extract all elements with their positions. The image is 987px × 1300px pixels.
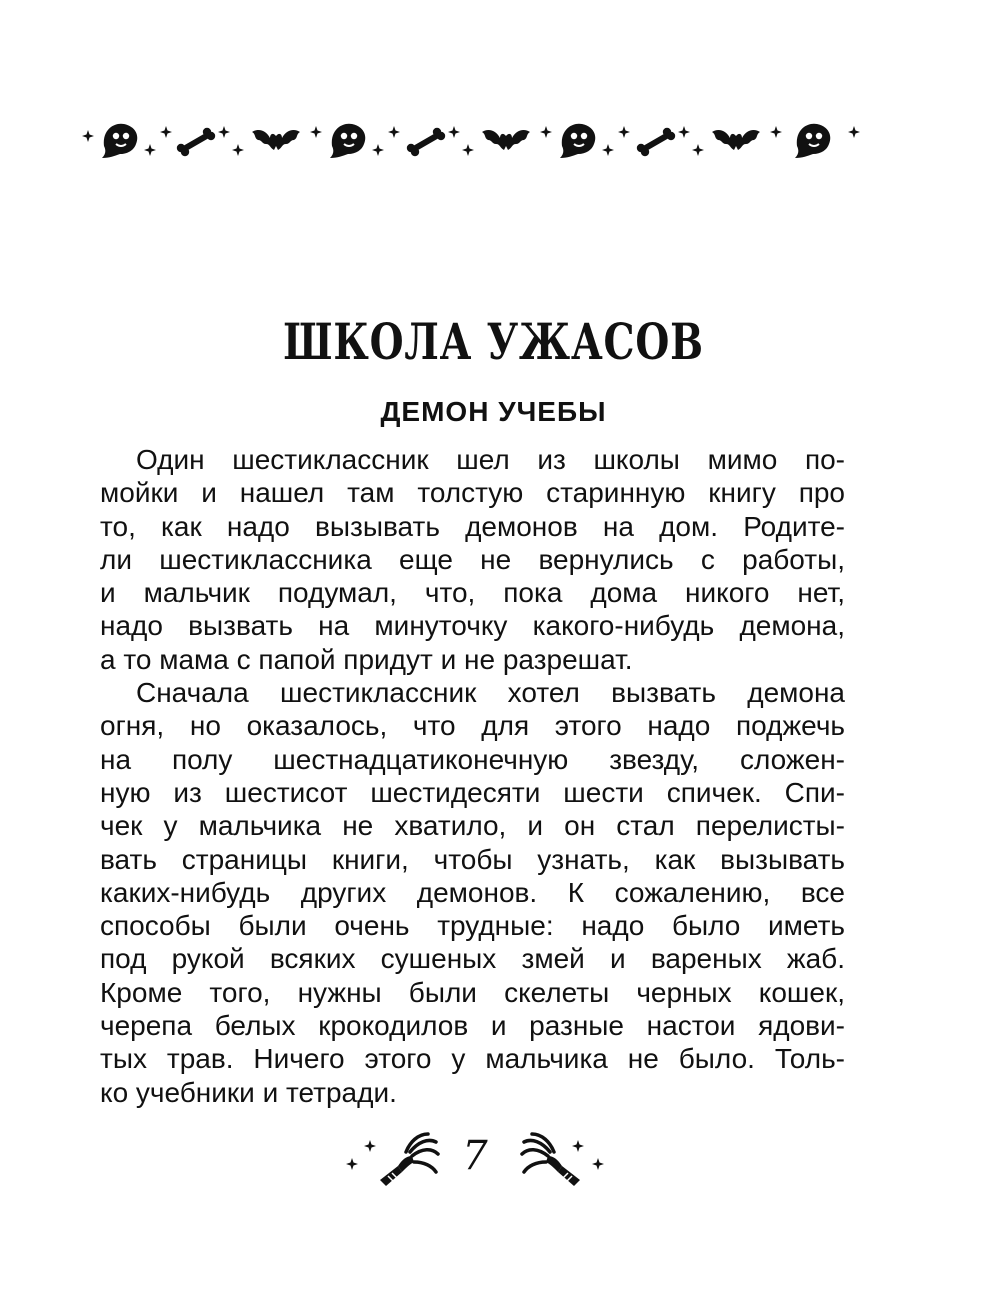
text-line: вать страницы книги, чтобы узнать, как вызывать xyxy=(100,843,845,875)
page-title: ШКОЛА УЖАСОВ xyxy=(283,312,704,371)
sparkle-icon xyxy=(540,126,552,138)
text-line: ли шестиклассника еще не вернулись с работы, xyxy=(100,543,845,575)
text-line: способы были очень трудные: надо было иметь xyxy=(100,910,845,942)
sparkle-icon xyxy=(346,1158,358,1170)
text-line: мойки и нашел там толстую старинную книгу про xyxy=(100,477,845,509)
chapter-subtitle: ДЕМОН УЧЕБЫ xyxy=(380,396,607,427)
skeleton-hand-icon xyxy=(380,1134,438,1186)
text-line: огня, но оказалось, что для этого надо поджечь xyxy=(100,710,845,742)
text-line: на полу шестнадцатиконечную звезду, сложен- xyxy=(100,743,845,775)
skeleton-hand-icon xyxy=(522,1134,580,1186)
text-line: каких-нибудь других демонов. К сожалению, все xyxy=(100,876,845,908)
text-line: тых трав. Ничего этого у мальчика не было. Толь- xyxy=(100,1043,845,1075)
sparkle-icon xyxy=(618,126,630,138)
text-line: а то мама с папой придут и не разрешат. xyxy=(100,643,633,675)
sparkle-icon xyxy=(232,144,244,156)
sparkle-icon xyxy=(770,126,782,138)
bone-icon xyxy=(407,128,445,156)
text-line: черепа белых крокодилов и разные настои ядови- xyxy=(100,1010,845,1042)
text-line: Кроме того, нужны были скелеты черных кошек, xyxy=(100,976,845,1008)
ghost-icon xyxy=(330,124,365,158)
header-ornament xyxy=(78,118,868,168)
bat-icon xyxy=(252,130,300,150)
text-line: под рукой всяких сушеных змей и вареных жаб. xyxy=(100,943,845,975)
sparkle-icon xyxy=(572,1140,584,1152)
text-line: ко учебники и тетради. xyxy=(100,1076,397,1108)
sparkle-icon xyxy=(82,130,94,142)
sparkle-icon xyxy=(602,144,614,156)
sparkle-icon xyxy=(144,144,156,156)
sparkle-icon xyxy=(678,126,690,138)
sparkle-icon xyxy=(448,126,460,138)
sparkle-icon xyxy=(462,144,474,156)
ghost-icon xyxy=(102,124,137,158)
sparkle-icon xyxy=(160,126,172,138)
sparkle-icon xyxy=(218,126,230,138)
ghost-icon xyxy=(560,124,595,158)
bat-icon xyxy=(712,130,760,150)
text-line: Сначала шестиклассник хотел вызвать демона xyxy=(136,677,845,709)
ghost-icon xyxy=(795,124,830,158)
text-line: ную из шестисот шестидесяти шести спичек. Спи- xyxy=(100,776,845,808)
body-text xyxy=(100,443,845,1109)
page-number: 7 xyxy=(462,1133,488,1179)
bone-icon xyxy=(637,128,675,156)
bone-icon xyxy=(177,128,215,156)
sparkle-icon xyxy=(692,144,704,156)
sparkle-icon xyxy=(310,126,322,138)
text-line: то, как надо вызывать демонов на дом. Родите- xyxy=(100,510,845,542)
bat-icon xyxy=(482,130,530,150)
paragraph xyxy=(100,443,845,676)
sparkle-icon xyxy=(848,126,860,138)
sparkle-icon xyxy=(388,126,400,138)
text-line: чек у мальчика не хватило, и он стал перелисты- xyxy=(100,810,845,842)
sparkle-icon xyxy=(372,144,384,156)
text-line: Один шестиклассник шел из школы мимо по- xyxy=(136,444,845,475)
sparkle-icon xyxy=(364,1140,376,1152)
sparkle-icon xyxy=(592,1158,604,1170)
text-line: и мальчик подумал, что, пока дома никого нет, xyxy=(100,577,845,609)
text-line: надо вызвать на минуточку какого-нибудь демона, xyxy=(100,610,845,642)
paragraph xyxy=(100,676,845,1109)
